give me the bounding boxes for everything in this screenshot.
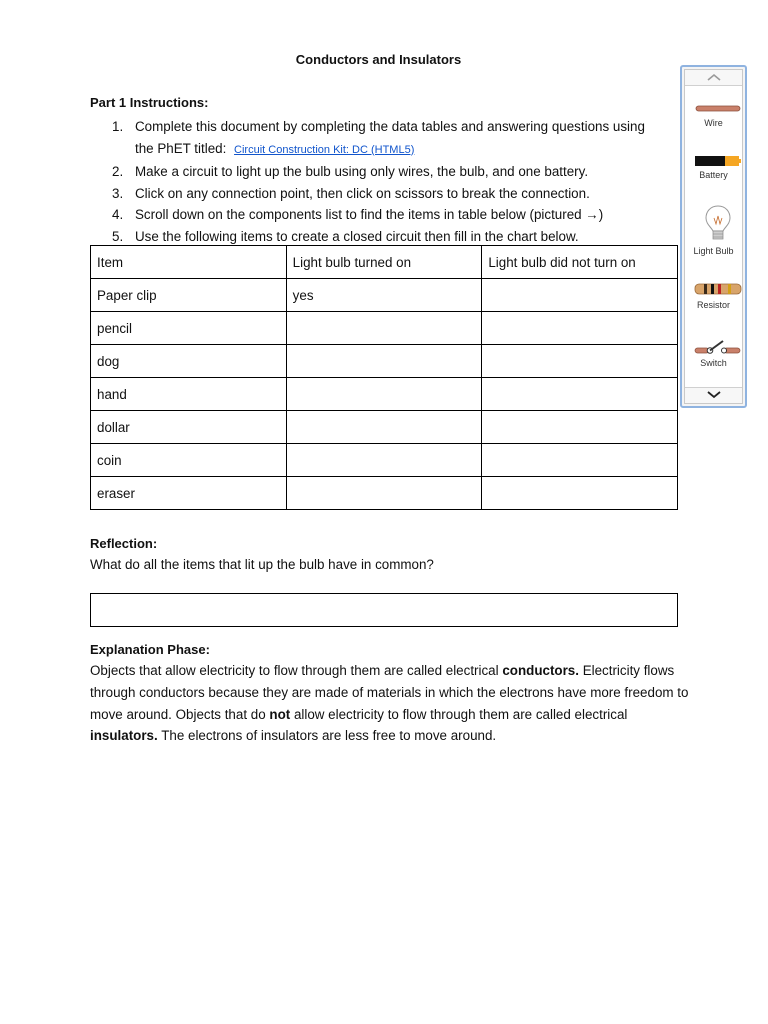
not-turned-on-cell[interactable]	[482, 345, 678, 378]
components-palette	[680, 65, 747, 408]
item-cell: coin	[91, 444, 287, 477]
palette-item-wire[interactable]: Wire	[685, 100, 742, 140]
table-header-row	[91, 246, 678, 279]
item-cell: hand	[91, 378, 287, 411]
header-not-turned-on: Light bulb did not turn on	[482, 246, 678, 279]
scroll-down-button[interactable]	[685, 387, 742, 403]
explanation-text: Objects that allow electricity to flow through them are called electrical conductors. Electricity flows through conductors because they are made of materials in which the electrons have more freedom to move around. Objects that do not allow electricity to flow through them are called electrical insulators. The electrons of insulators are less free to move around.	[90, 663, 689, 744]
instructions-list	[90, 116, 680, 248]
results-table	[90, 245, 678, 510]
switch-icon	[694, 338, 742, 356]
not-turned-on-cell[interactable]	[482, 411, 678, 444]
wire-icon	[695, 104, 741, 114]
not-turned-on-cell[interactable]	[482, 444, 678, 477]
turned-on-cell[interactable]	[286, 411, 482, 444]
turned-on-cell[interactable]	[286, 312, 482, 345]
palette-item-light-bulb[interactable]: Light Bulb	[685, 202, 742, 264]
table-row	[91, 444, 678, 477]
reflection-answer-box[interactable]	[90, 593, 678, 627]
table-row	[91, 477, 678, 510]
table-row	[91, 312, 678, 345]
item-cell: Paper clip	[91, 279, 287, 312]
term-conductors: conductors.	[502, 663, 579, 678]
reflection-question: What do all the items that lit up the bulb have in common?	[90, 557, 434, 572]
turned-on-cell[interactable]	[286, 444, 482, 477]
instruction-item: 2. Make a circuit to light up the bulb using only wires, the bulb, and one battery.	[112, 164, 589, 180]
item-cell: eraser	[91, 477, 287, 510]
resistor-icon	[694, 282, 742, 296]
palette-item-battery[interactable]: Battery	[685, 152, 742, 192]
item-cell: dog	[91, 345, 287, 378]
turned-on-cell[interactable]	[286, 477, 482, 510]
palette-item-switch[interactable]: Switch	[685, 338, 742, 378]
palette-panel	[684, 69, 743, 404]
part1-heading: Part 1 Instructions:	[90, 95, 209, 110]
table-row	[91, 279, 678, 312]
instruction-item: 3. Click on any connection point, then click on scissors to break the connection.	[112, 185, 590, 201]
item-cell: pencil	[91, 312, 287, 345]
document-title: Conductors and Insulators	[295, 52, 462, 67]
term-insulators: insulators.	[90, 728, 158, 744]
not-turned-on-cell[interactable]	[482, 312, 678, 345]
turned-on-cell[interactable]	[286, 378, 482, 411]
not-turned-on-cell[interactable]	[482, 477, 678, 510]
item-cell: dollar	[91, 411, 287, 444]
table-row	[91, 411, 678, 444]
battery-icon	[694, 154, 742, 168]
light-bulb-icon	[703, 204, 733, 244]
not-turned-on-cell[interactable]	[482, 279, 678, 312]
instruction-item: 5. Use the following items to create a closed circuit then fill in the chart below.	[112, 228, 579, 244]
instruction-item: 1. Complete this document by completing the data tables and answering questions using the PhET titled: Circuit Construction Kit: DC (HTML5)	[112, 119, 645, 156]
scroll-up-button[interactable]	[685, 70, 742, 86]
palette-item-resistor[interactable]: Resistor	[685, 280, 742, 320]
header-item: Item	[91, 246, 287, 279]
term-not: not	[269, 706, 291, 722]
explanation-heading: Explanation Phase:	[90, 642, 210, 657]
table-row	[91, 378, 678, 411]
header-turned-on: Light bulb turned on	[286, 246, 482, 279]
not-turned-on-cell[interactable]	[482, 378, 678, 411]
instruction-item: 4. Scroll down on the components list to find the items in table below (pictured →)	[112, 207, 604, 223]
phet-link[interactable]: Circuit Construction Kit: DC (HTML5)	[234, 143, 415, 156]
turned-on-cell[interactable]	[286, 345, 482, 378]
instruction-cont: the PhET titled:	[135, 140, 227, 156]
table-row	[91, 345, 678, 378]
reflection-heading: Reflection:	[90, 536, 158, 551]
chevron-up-icon	[704, 70, 724, 84]
chevron-down-icon	[704, 388, 724, 402]
turned-on-cell[interactable]: yes	[286, 279, 482, 312]
